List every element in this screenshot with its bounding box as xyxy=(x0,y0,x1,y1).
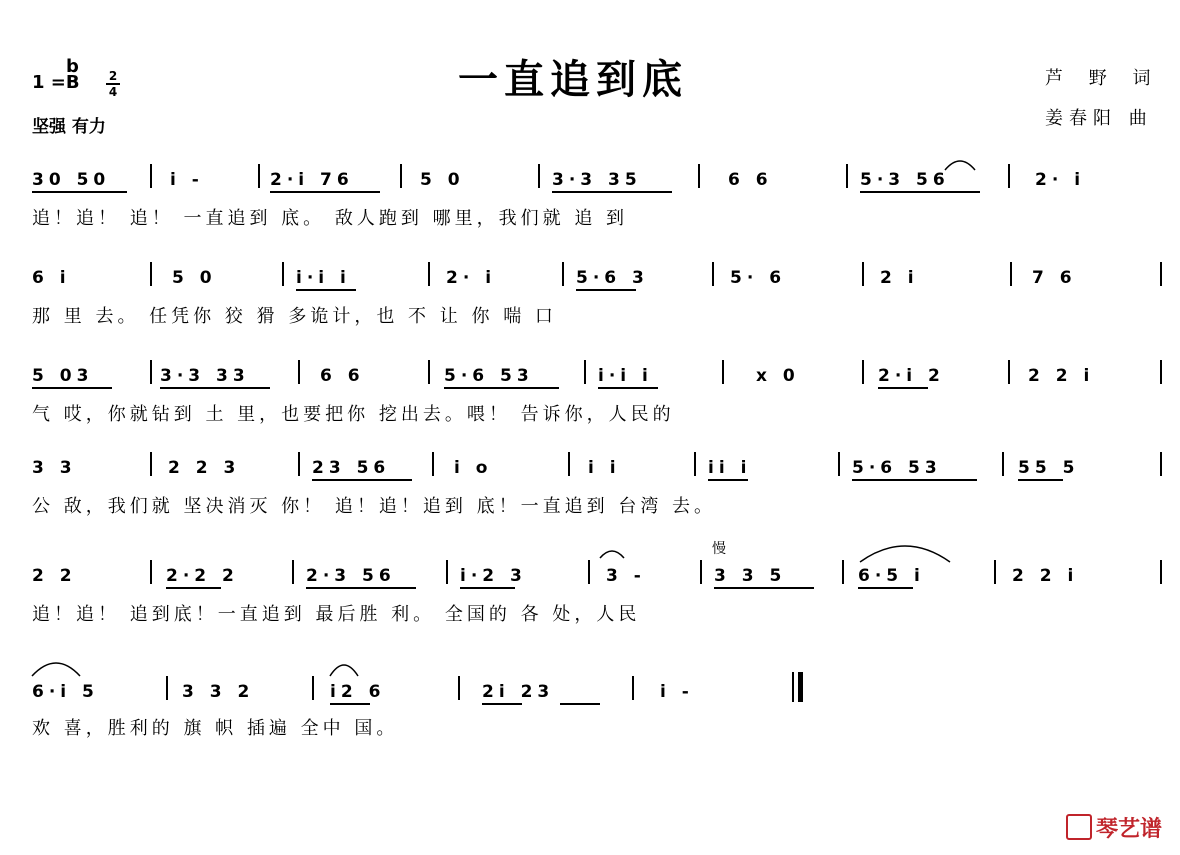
measure: 6 i xyxy=(32,268,71,288)
measure: 2·i 76 xyxy=(270,170,354,190)
measure: 2·i 2 xyxy=(878,366,945,386)
measure: i - xyxy=(170,170,204,190)
time-sig-top: 2 xyxy=(108,69,118,83)
measure: 3·3 35 xyxy=(552,170,642,190)
measure: 3 3 2 xyxy=(182,682,255,702)
measure: 2 2 xyxy=(32,566,77,586)
measure: x 0 xyxy=(756,366,800,386)
measure: i i xyxy=(588,458,621,478)
measure: i·2 3 xyxy=(460,566,527,586)
watermark-text: 琴艺谱 xyxy=(1095,817,1162,842)
slur-arc xyxy=(330,665,358,676)
lyric-line: 欢 喜，胜利的 旗 帜 插遍 全中 国。 xyxy=(32,718,399,739)
lyric-line: 气 哎，你就钻到 土 里，也要把你 挖出去。喂！ 告诉你，人民的 xyxy=(32,404,675,425)
measure: 5 0 xyxy=(420,170,465,190)
measure: 6·i 5 xyxy=(32,682,99,702)
slur-arc xyxy=(860,546,950,562)
measure: 5·6 53 xyxy=(852,458,942,478)
time-sig-bottom: 4 xyxy=(108,85,118,99)
measure: 2 2 3 xyxy=(168,458,241,478)
measure: 5· 6 xyxy=(730,268,787,288)
measure: 30 50 xyxy=(32,170,111,190)
measure: 2· i xyxy=(446,268,497,288)
measure: 2 2 i xyxy=(1012,566,1079,586)
measure: 2i 23 xyxy=(482,682,555,702)
watermark-logo-icon xyxy=(1066,814,1092,840)
lyric-line: 那 里 去。 任凭你 狡 猾 多诡计，也 不 让 你 喘 口 xyxy=(32,306,557,327)
key-flat-sign: b xyxy=(66,56,79,77)
measure: 2 2 i xyxy=(1028,366,1095,386)
measure: ii i xyxy=(708,458,752,478)
measure: 23 56 xyxy=(312,458,391,478)
measure: 2 i xyxy=(880,268,919,288)
measure: 3 - xyxy=(606,566,646,586)
tempo-change-mark: 慢 xyxy=(712,541,726,557)
slur-arc xyxy=(32,663,80,676)
lyricist-credit: 芦 野 词 xyxy=(1045,68,1161,89)
lyric-line: 追！追！ 追到底！一直追到 最后胜 利。 全国的 各 处，人民 xyxy=(32,604,641,625)
measure: 3 3 xyxy=(32,458,77,478)
measure: 2·3 56 xyxy=(306,566,396,586)
key-signature: 1 =B xyxy=(32,72,80,93)
measure: i·i i xyxy=(296,268,351,288)
measure: 2· i xyxy=(1035,170,1086,190)
measure: 2·2 2 xyxy=(166,566,239,586)
measure: 6 6 xyxy=(320,366,365,386)
tempo-marking: 坚强 有力 xyxy=(32,117,106,137)
lyric-line: 公 敌，我们就 坚决消灭 你！ 追！追！追到 底！一直追到 台湾 去。 xyxy=(32,496,717,517)
measure: 6 6 xyxy=(728,170,773,190)
measure: 3·3 33 xyxy=(160,366,250,386)
measure: 5 03 xyxy=(32,366,94,386)
measure: i o xyxy=(454,458,493,478)
measure: i2 6 xyxy=(330,682,386,702)
measure: 7 6 xyxy=(1032,268,1077,288)
measure: 55 5 xyxy=(1018,458,1080,478)
composer-credit: 姜春阳 曲 xyxy=(1045,108,1153,129)
measure: 6·5 i xyxy=(858,566,925,586)
measure: 5·6 3 xyxy=(576,268,649,288)
score-title: 一直追到底 xyxy=(458,57,688,103)
measure: i - xyxy=(660,682,694,702)
fermata-arc xyxy=(600,551,624,558)
measure: 5·6 53 xyxy=(444,366,534,386)
measure: i·i i xyxy=(598,366,653,386)
watermark xyxy=(1066,812,1162,843)
slur-arc xyxy=(945,161,975,170)
measure: 3 3 5 xyxy=(714,566,787,586)
measure: 5 0 xyxy=(172,268,217,288)
lyric-line: 追！追！ 追！ 一直追到 底。 敌人跑到 哪里，我们就 追 到 xyxy=(32,208,629,229)
measure: 5·3 56 xyxy=(860,170,950,190)
